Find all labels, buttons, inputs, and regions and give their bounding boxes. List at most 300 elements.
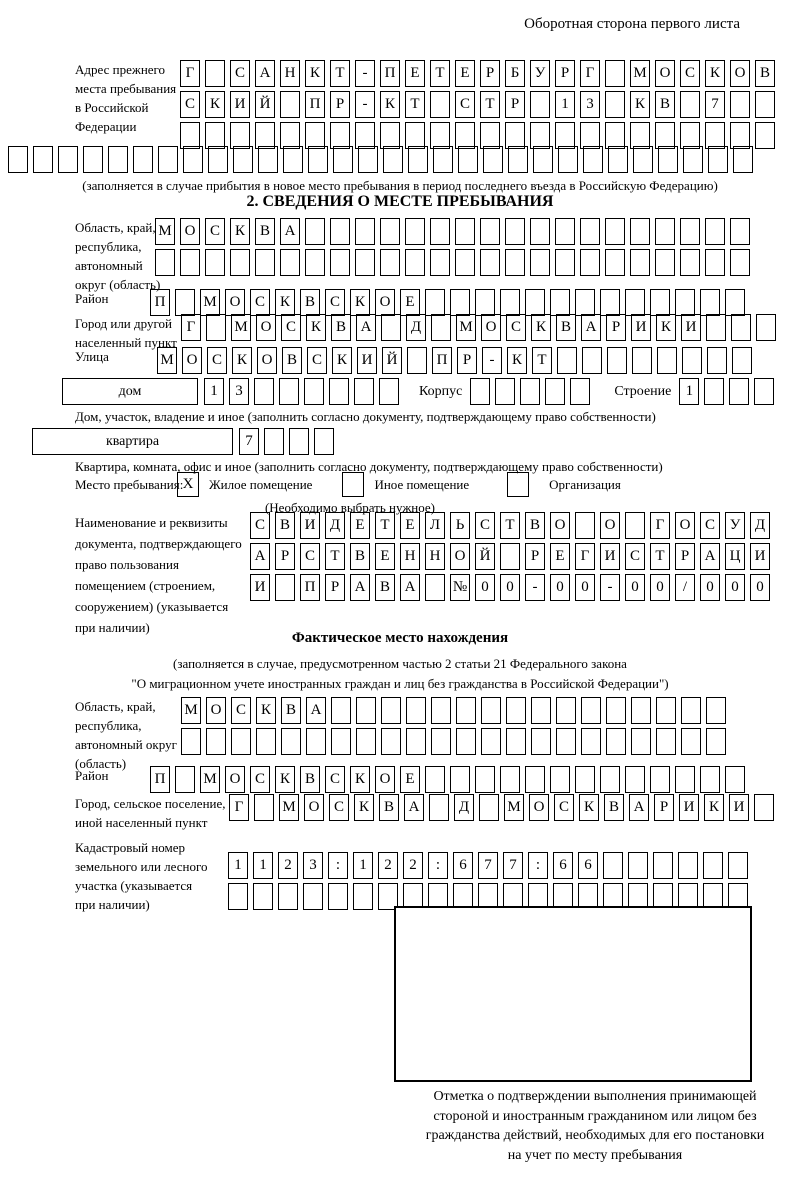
char-cell[interactable] (475, 766, 495, 793)
char-cell[interactable]: О (375, 766, 395, 793)
char-cell[interactable]: К (579, 794, 599, 821)
char-cell[interactable]: Г (650, 512, 670, 539)
char-cell[interactable] (605, 249, 625, 276)
char-cell[interactable] (655, 249, 675, 276)
char-cell[interactable]: С (325, 766, 345, 793)
char-cell[interactable]: М (504, 794, 524, 821)
char-cell[interactable]: О (600, 512, 620, 539)
char-cell[interactable]: О (180, 218, 200, 245)
char-cell[interactable]: - (355, 60, 375, 87)
char-cell[interactable] (314, 428, 334, 455)
char-cell[interactable] (500, 289, 520, 316)
char-cell[interactable] (279, 378, 299, 405)
char-cell[interactable]: К (354, 794, 374, 821)
char-cell[interactable] (228, 883, 248, 910)
char-cell[interactable]: Т (325, 543, 345, 570)
char-cell[interactable]: В (282, 347, 302, 374)
char-cell[interactable] (680, 249, 700, 276)
char-cell[interactable] (525, 289, 545, 316)
char-cell[interactable]: Е (550, 543, 570, 570)
char-cell[interactable]: И (729, 794, 749, 821)
char-cell[interactable]: - (525, 574, 545, 601)
char-cell[interactable]: 1 (353, 852, 373, 879)
char-cell[interactable]: 2 (378, 852, 398, 879)
char-cell[interactable] (531, 728, 551, 755)
char-cell[interactable]: С (307, 347, 327, 374)
char-cell[interactable] (700, 289, 720, 316)
char-cell[interactable]: И (750, 543, 770, 570)
char-cell[interactable] (230, 122, 250, 149)
char-cell[interactable]: К (275, 289, 295, 316)
char-cell[interactable]: С (207, 347, 227, 374)
char-cell[interactable] (380, 249, 400, 276)
char-cell[interactable] (206, 314, 226, 341)
char-cell[interactable] (705, 122, 725, 149)
char-cell[interactable] (581, 728, 601, 755)
char-cell[interactable]: С (281, 314, 301, 341)
char-cell[interactable] (605, 91, 625, 118)
char-cell[interactable] (181, 728, 201, 755)
char-cell[interactable]: А (629, 794, 649, 821)
char-cell[interactable]: К (380, 91, 400, 118)
char-cell[interactable]: Е (350, 512, 370, 539)
char-cell[interactable] (506, 697, 526, 724)
char-cell[interactable] (356, 728, 376, 755)
char-cell[interactable] (483, 146, 503, 173)
char-cell[interactable]: 7 (503, 852, 523, 879)
char-cell[interactable] (430, 218, 450, 245)
checkbox-other-premises[interactable] (342, 472, 364, 497)
char-cell[interactable] (680, 122, 700, 149)
char-cell[interactable] (531, 697, 551, 724)
char-cell[interactable]: К (332, 347, 352, 374)
char-cell[interactable]: 2 (278, 852, 298, 879)
char-cell[interactable]: О (225, 766, 245, 793)
char-cell[interactable]: А (350, 574, 370, 601)
char-cell[interactable]: 3 (580, 91, 600, 118)
char-cell[interactable] (355, 122, 375, 149)
char-cell[interactable]: Г (180, 60, 200, 87)
char-cell[interactable] (625, 512, 645, 539)
char-cell[interactable]: Т (430, 60, 450, 87)
char-cell[interactable] (625, 289, 645, 316)
char-cell[interactable]: О (375, 289, 395, 316)
char-cell[interactable] (481, 728, 501, 755)
char-cell[interactable]: Т (650, 543, 670, 570)
char-cell[interactable] (656, 697, 676, 724)
char-cell[interactable]: 7 (239, 428, 259, 455)
char-cell[interactable] (305, 249, 325, 276)
char-cell[interactable] (231, 728, 251, 755)
char-cell[interactable] (681, 728, 701, 755)
char-cell[interactable] (658, 146, 678, 173)
char-cell[interactable]: С (506, 314, 526, 341)
char-cell[interactable] (700, 766, 720, 793)
char-cell[interactable]: Д (325, 512, 345, 539)
char-cell[interactable] (383, 146, 403, 173)
char-cell[interactable] (331, 728, 351, 755)
char-cell[interactable] (264, 428, 284, 455)
char-cell[interactable]: К (531, 314, 551, 341)
char-cell[interactable]: Й (475, 543, 495, 570)
char-cell[interactable] (558, 146, 578, 173)
char-cell[interactable] (255, 249, 275, 276)
char-cell[interactable] (480, 122, 500, 149)
char-cell[interactable] (183, 146, 203, 173)
char-cell[interactable] (331, 697, 351, 724)
char-cell[interactable]: 0 (650, 574, 670, 601)
char-cell[interactable]: О (550, 512, 570, 539)
char-cell[interactable]: Р (325, 574, 345, 601)
char-cell[interactable]: С (680, 60, 700, 87)
char-cell[interactable]: П (432, 347, 452, 374)
char-cell[interactable] (655, 218, 675, 245)
checkbox-residential[interactable]: X (177, 472, 199, 497)
char-cell[interactable] (706, 697, 726, 724)
char-cell[interactable] (258, 146, 278, 173)
char-cell[interactable]: М (279, 794, 299, 821)
char-cell[interactable]: О (206, 697, 226, 724)
char-cell[interactable]: Н (400, 543, 420, 570)
char-cell[interactable] (133, 146, 153, 173)
char-cell[interactable]: Й (255, 91, 275, 118)
char-cell[interactable] (458, 146, 478, 173)
char-cell[interactable]: Т (480, 91, 500, 118)
char-cell[interactable] (606, 728, 626, 755)
char-cell[interactable]: В (375, 574, 395, 601)
char-cell[interactable]: Е (375, 543, 395, 570)
char-cell[interactable] (431, 314, 451, 341)
char-cell[interactable]: Р (480, 60, 500, 87)
char-cell[interactable] (180, 249, 200, 276)
char-cell[interactable]: Р (275, 543, 295, 570)
char-cell[interactable] (328, 883, 348, 910)
char-cell[interactable]: В (350, 543, 370, 570)
char-cell[interactable] (405, 218, 425, 245)
char-cell[interactable]: В (556, 314, 576, 341)
char-cell[interactable]: И (631, 314, 651, 341)
char-cell[interactable] (456, 697, 476, 724)
char-cell[interactable] (425, 574, 445, 601)
char-cell[interactable] (632, 347, 652, 374)
char-cell[interactable]: М (155, 218, 175, 245)
char-cell[interactable]: С (554, 794, 574, 821)
char-cell[interactable] (429, 794, 449, 821)
char-cell[interactable]: Г (580, 60, 600, 87)
char-cell[interactable] (675, 766, 695, 793)
char-cell[interactable]: 2 (403, 852, 423, 879)
char-cell[interactable] (550, 289, 570, 316)
char-cell[interactable] (606, 697, 626, 724)
char-cell[interactable]: С (250, 289, 270, 316)
checkbox-organization[interactable] (507, 472, 529, 497)
char-cell[interactable] (706, 728, 726, 755)
char-cell[interactable] (500, 543, 520, 570)
char-cell[interactable]: М (231, 314, 251, 341)
char-cell[interactable] (630, 122, 650, 149)
char-cell[interactable]: Т (532, 347, 552, 374)
char-cell[interactable] (306, 728, 326, 755)
char-cell[interactable]: Й (382, 347, 402, 374)
char-cell[interactable]: И (300, 512, 320, 539)
char-cell[interactable]: Е (455, 60, 475, 87)
char-cell[interactable] (333, 146, 353, 173)
char-cell[interactable]: Т (375, 512, 395, 539)
char-cell[interactable] (500, 766, 520, 793)
char-cell[interactable]: С (329, 794, 349, 821)
char-cell[interactable] (705, 249, 725, 276)
char-cell[interactable]: К (205, 91, 225, 118)
char-cell[interactable] (450, 289, 470, 316)
char-cell[interactable] (530, 122, 550, 149)
char-cell[interactable]: М (456, 314, 476, 341)
char-cell[interactable] (570, 378, 590, 405)
char-cell[interactable] (450, 766, 470, 793)
char-cell[interactable]: С (300, 543, 320, 570)
char-cell[interactable]: 0 (475, 574, 495, 601)
char-cell[interactable] (607, 347, 627, 374)
char-cell[interactable]: П (150, 289, 170, 316)
char-cell[interactable] (430, 249, 450, 276)
char-cell[interactable] (755, 122, 775, 149)
char-cell[interactable]: П (305, 91, 325, 118)
char-cell[interactable] (730, 218, 750, 245)
char-cell[interactable] (680, 91, 700, 118)
char-cell[interactable]: 0 (750, 574, 770, 601)
char-cell[interactable] (481, 697, 501, 724)
char-cell[interactable] (380, 218, 400, 245)
char-cell[interactable]: Г (575, 543, 595, 570)
char-cell[interactable] (254, 794, 274, 821)
char-cell[interactable]: К (656, 314, 676, 341)
char-cell[interactable] (431, 697, 451, 724)
char-cell[interactable] (430, 91, 450, 118)
char-cell[interactable]: Р (675, 543, 695, 570)
char-cell[interactable] (555, 249, 575, 276)
char-cell[interactable]: И (250, 574, 270, 601)
char-cell[interactable] (281, 728, 301, 755)
char-cell[interactable] (456, 728, 476, 755)
char-cell[interactable] (205, 249, 225, 276)
char-cell[interactable] (525, 766, 545, 793)
char-cell[interactable] (175, 766, 195, 793)
char-cell[interactable] (508, 146, 528, 173)
char-cell[interactable] (495, 378, 515, 405)
char-cell[interactable] (650, 766, 670, 793)
char-cell[interactable] (155, 249, 175, 276)
char-cell[interactable]: - (355, 91, 375, 118)
char-cell[interactable] (158, 146, 178, 173)
char-cell[interactable]: Т (500, 512, 520, 539)
char-cell[interactable] (556, 728, 576, 755)
char-cell[interactable]: В (300, 289, 320, 316)
char-cell[interactable]: С (205, 218, 225, 245)
char-cell[interactable] (731, 314, 751, 341)
char-cell[interactable]: П (380, 60, 400, 87)
char-cell[interactable] (230, 249, 250, 276)
char-cell[interactable] (275, 574, 295, 601)
char-cell[interactable]: О (182, 347, 202, 374)
char-cell[interactable]: - (482, 347, 502, 374)
char-cell[interactable] (505, 218, 525, 245)
char-cell[interactable] (633, 146, 653, 173)
char-cell[interactable]: А (400, 574, 420, 601)
char-cell[interactable] (680, 218, 700, 245)
char-cell[interactable]: 0 (575, 574, 595, 601)
char-cell[interactable] (625, 766, 645, 793)
char-cell[interactable]: : (528, 852, 548, 879)
char-cell[interactable]: О (529, 794, 549, 821)
char-cell[interactable]: 3 (303, 852, 323, 879)
char-cell[interactable] (657, 347, 677, 374)
char-cell[interactable] (730, 91, 750, 118)
char-cell[interactable] (580, 122, 600, 149)
char-cell[interactable] (555, 218, 575, 245)
char-cell[interactable]: О (257, 347, 277, 374)
char-cell[interactable]: В (275, 512, 295, 539)
char-cell[interactable]: А (356, 314, 376, 341)
char-cell[interactable] (732, 347, 752, 374)
char-cell[interactable]: С (475, 512, 495, 539)
char-cell[interactable] (706, 314, 726, 341)
char-cell[interactable]: К (507, 347, 527, 374)
char-cell[interactable]: Р (457, 347, 477, 374)
char-cell[interactable]: С (700, 512, 720, 539)
char-cell[interactable]: С (180, 91, 200, 118)
char-cell[interactable]: - (600, 574, 620, 601)
char-cell[interactable]: К (232, 347, 252, 374)
char-cell[interactable]: 6 (553, 852, 573, 879)
char-cell[interactable]: М (630, 60, 650, 87)
char-cell[interactable] (330, 249, 350, 276)
char-cell[interactable] (256, 728, 276, 755)
char-cell[interactable] (505, 122, 525, 149)
char-cell[interactable]: 0 (725, 574, 745, 601)
char-cell[interactable]: В (755, 60, 775, 87)
char-cell[interactable]: С (325, 289, 345, 316)
char-cell[interactable] (408, 146, 428, 173)
char-cell[interactable] (550, 766, 570, 793)
char-cell[interactable]: О (675, 512, 695, 539)
char-cell[interactable]: Т (405, 91, 425, 118)
char-cell[interactable]: Ц (725, 543, 745, 570)
char-cell[interactable] (479, 794, 499, 821)
char-cell[interactable] (289, 428, 309, 455)
char-cell[interactable] (305, 122, 325, 149)
char-cell[interactable]: К (704, 794, 724, 821)
char-cell[interactable] (755, 91, 775, 118)
char-cell[interactable] (608, 146, 628, 173)
char-cell[interactable]: : (428, 852, 448, 879)
char-cell[interactable]: 6 (578, 852, 598, 879)
char-cell[interactable] (705, 218, 725, 245)
char-cell[interactable] (280, 249, 300, 276)
char-cell[interactable] (455, 249, 475, 276)
char-cell[interactable]: : (328, 852, 348, 879)
char-cell[interactable] (425, 289, 445, 316)
char-cell[interactable]: А (280, 218, 300, 245)
char-cell[interactable] (425, 766, 445, 793)
char-cell[interactable]: 1 (204, 378, 224, 405)
char-cell[interactable]: Г (181, 314, 201, 341)
char-cell[interactable] (379, 378, 399, 405)
char-cell[interactable] (754, 794, 774, 821)
char-cell[interactable] (480, 249, 500, 276)
char-cell[interactable]: Р (555, 60, 575, 87)
char-cell[interactable]: К (705, 60, 725, 87)
char-cell[interactable] (520, 378, 540, 405)
char-cell[interactable] (329, 378, 349, 405)
char-cell[interactable] (303, 883, 323, 910)
char-cell[interactable] (704, 378, 724, 405)
char-cell[interactable]: 1 (228, 852, 248, 879)
char-cell[interactable] (405, 122, 425, 149)
char-cell[interactable]: О (225, 289, 245, 316)
char-cell[interactable] (305, 218, 325, 245)
char-cell[interactable] (725, 766, 745, 793)
char-cell[interactable] (656, 728, 676, 755)
char-cell[interactable] (455, 122, 475, 149)
char-cell[interactable] (555, 122, 575, 149)
char-cell[interactable]: 3 (229, 378, 249, 405)
char-cell[interactable] (729, 378, 749, 405)
char-cell[interactable] (355, 249, 375, 276)
char-cell[interactable] (254, 378, 274, 405)
char-cell[interactable] (280, 122, 300, 149)
char-cell[interactable]: Е (400, 766, 420, 793)
char-cell[interactable]: Е (400, 512, 420, 539)
char-cell[interactable] (108, 146, 128, 173)
char-cell[interactable] (206, 728, 226, 755)
char-cell[interactable] (405, 249, 425, 276)
char-cell[interactable] (381, 728, 401, 755)
char-cell[interactable]: А (306, 697, 326, 724)
char-cell[interactable] (304, 378, 324, 405)
char-cell[interactable]: А (255, 60, 275, 87)
char-cell[interactable]: И (357, 347, 377, 374)
char-cell[interactable]: В (255, 218, 275, 245)
char-cell[interactable] (581, 697, 601, 724)
char-cell[interactable]: В (379, 794, 399, 821)
char-cell[interactable] (556, 697, 576, 724)
char-cell[interactable]: Г (229, 794, 249, 821)
char-cell[interactable] (356, 697, 376, 724)
char-cell[interactable]: С (231, 697, 251, 724)
char-cell[interactable] (630, 218, 650, 245)
char-cell[interactable] (728, 852, 748, 879)
char-cell[interactable]: Т (330, 60, 350, 87)
char-cell[interactable] (205, 60, 225, 87)
char-cell[interactable]: О (481, 314, 501, 341)
char-cell[interactable] (603, 852, 623, 879)
char-cell[interactable]: К (306, 314, 326, 341)
char-cell[interactable]: К (305, 60, 325, 87)
char-cell[interactable] (431, 728, 451, 755)
char-cell[interactable]: Ь (450, 512, 470, 539)
char-cell[interactable] (470, 378, 490, 405)
char-cell[interactable]: К (630, 91, 650, 118)
char-cell[interactable] (58, 146, 78, 173)
char-cell[interactable] (330, 122, 350, 149)
char-cell[interactable]: О (256, 314, 276, 341)
char-cell[interactable] (557, 347, 577, 374)
char-cell[interactable]: А (700, 543, 720, 570)
char-cell[interactable] (530, 218, 550, 245)
char-cell[interactable] (580, 249, 600, 276)
char-cell[interactable]: 1 (253, 852, 273, 879)
char-cell[interactable]: В (604, 794, 624, 821)
char-cell[interactable] (354, 378, 374, 405)
